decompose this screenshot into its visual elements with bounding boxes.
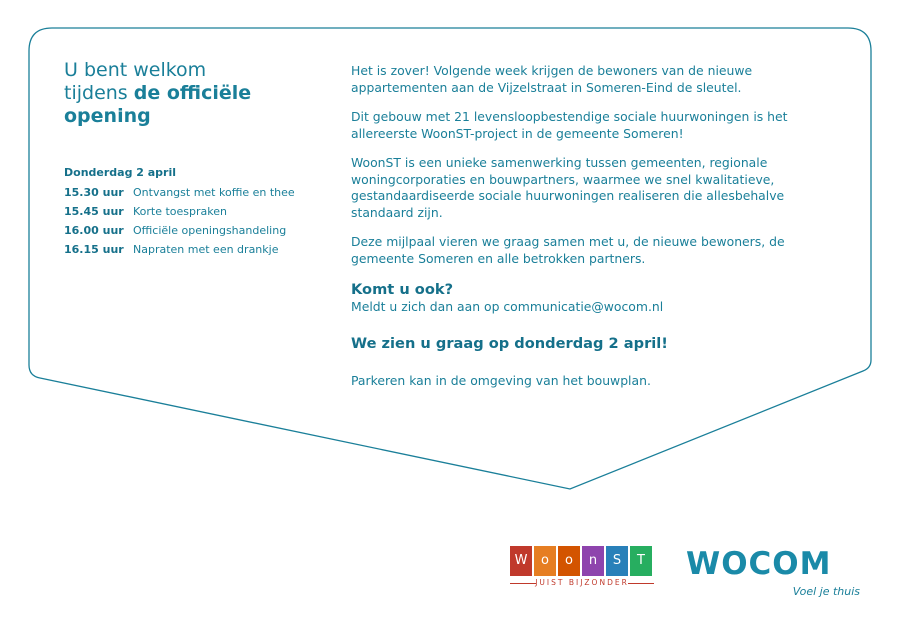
building-paragraph: Dit gebouw met 21 levensloopbestendige sociale huurwoningen is het allereerste WoonST-project in de gemeente Someren! [351,109,788,141]
closing-heading: We zien u graag op donderdag 2 april! [351,334,668,352]
program-item [64,202,334,221]
program-description: Napraten met een drankje [133,243,279,256]
register-text: Meldt u zich dan aan op communicatie@wocom.nl [351,299,664,314]
parking-note: Parkeren kan in de omgeving van het bouwplan. [351,372,651,388]
program-item [64,221,334,240]
title-line-1: U bent welkom [64,59,207,81]
question-heading: Komt u ook? [351,281,454,298]
woonst-tile: o [534,546,556,576]
celebration-paragraph: Deze mijlpaal vieren we graag samen met u, de nieuwe bewoners, de gemeente Someren en alle betrokken partners. [351,234,785,266]
woonst-tile: W [510,546,532,576]
wocom-tagline: Voel je thuis [792,585,860,598]
program-item [64,240,334,259]
program-item [64,183,334,202]
woonst-tile: o [558,546,580,576]
program-time: 15.45 uur [64,205,124,218]
program-heading: Donderdag 2 april [64,166,177,179]
title-line-2 [64,82,324,105]
program-schedule [64,166,334,259]
wocom-logo [686,546,866,602]
woonst-tile: S [606,546,628,576]
woonst-tile: T [630,546,652,576]
invitation-body [351,63,841,402]
title-line-3 [64,105,324,128]
woonst-paragraph: WoonST is een unieke samenwerking tussen gemeenten, regionale woningcorporaties en bouwpartners, waarmee we snel kwalitatieve, gestandaardiseerde sociale huurwoningen realiseren die allesbehalve standaard zijn. [351,155,785,220]
intro-paragraph: Het is zover! Volgende week krijgen de bewoners van de nieuwe appartementen aan de Vijzelstraat in Someren-Eind de sleutel. [351,63,753,95]
woonst-logo [510,546,654,590]
program-description: Ontvangst met koffie en thee [133,186,295,199]
invitation-title [64,59,324,128]
title-line-3-bold: opening [64,105,151,127]
program-time: 16.00 uur [64,224,124,237]
program-description: Officiële openingshandeling [133,224,287,237]
program-description: Korte toespraken [133,205,227,218]
woonst-tagline: JUIST BIJZONDER [510,576,654,590]
woonst-tile: n [582,546,604,576]
title-line-2-plain: tijdens [64,82,134,104]
program-time: 16.15 uur [64,243,124,256]
wocom-wordmark: WOCOM [686,546,832,582]
title-line-2-bold: de officiële [133,82,252,104]
program-time: 15.30 uur [64,186,124,199]
